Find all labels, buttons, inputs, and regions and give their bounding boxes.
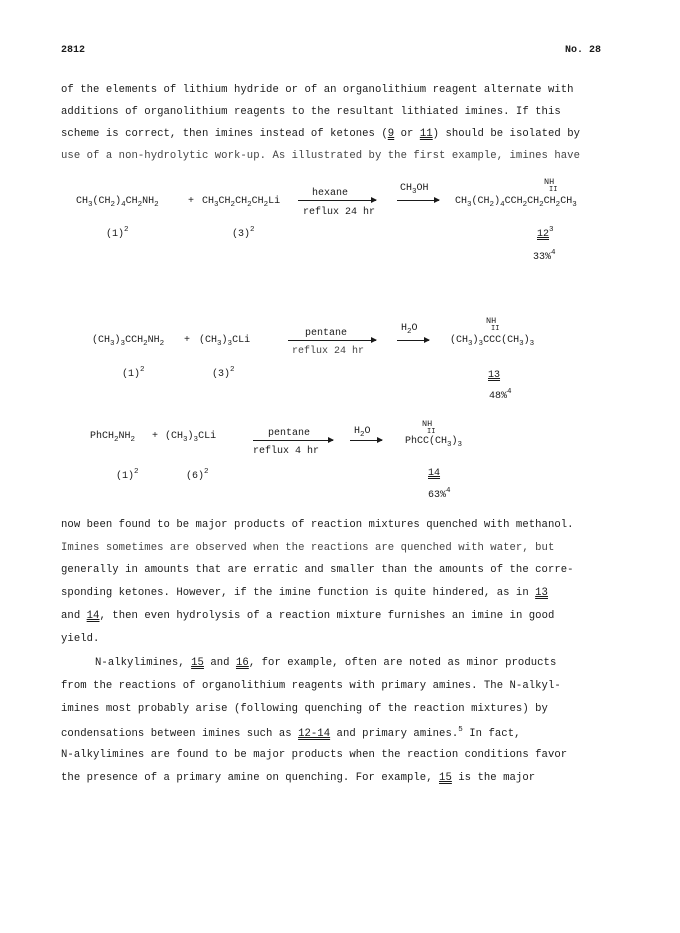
r1-quench-arrow <box>397 200 439 201</box>
r3-quench-reagent: $H_2O$ <box>354 426 371 439</box>
r2-yield: 48%$^4$ <box>489 388 512 402</box>
page-number: 2812 <box>61 45 86 56</box>
r3-amine-label: $(1)^2$ <box>116 468 139 482</box>
r1-amine-label: $(1)^2$ <box>106 226 129 240</box>
r2-condition-top: pentane <box>305 328 348 339</box>
r2-quench-reagent: $H_2O$ <box>401 323 418 336</box>
r3-double-bond: II <box>427 428 436 436</box>
r2-amine-label: $(1)^2$ <box>122 366 145 380</box>
r1-reagent-formula: $CH_3CH_2CH_2CH_2Li$ <box>202 196 281 209</box>
r3-condition-top: pentane <box>268 428 311 439</box>
r3-quench-arrow <box>350 440 382 441</box>
r2-amine-formula: $(CH_3)_3CCH_2NH_2$ <box>92 335 165 348</box>
p1-line3: scheme is correct, then imines instead of ketones (9 or 11) should be isolated by <box>61 128 581 140</box>
r3-yield: 63%$^4$ <box>428 487 451 501</box>
r3-amine-formula: $PhCH_2NH_2$ <box>90 431 136 444</box>
p2-line3: generally in amounts that are erratic and smaller than the amounts of the corre- <box>61 564 574 576</box>
p2-line6: yield. <box>61 633 100 645</box>
r3-plus: + <box>152 431 159 442</box>
p3-line6: the presence of a primary amine on quenching. For example, 15 is the major <box>61 772 536 784</box>
p1-line2: additions of organolithium reagents to the resultant lithiated imines. If this <box>61 106 561 118</box>
p3-line2: from the reactions of organolithium reagents with primary amines. The N-alkyl- <box>61 680 561 692</box>
r3-reaction-arrow <box>253 440 333 441</box>
r1-amine-formula: $CH_3(CH_2)_4CH_2NH_2$ <box>76 196 159 209</box>
r1-condition-top: hexane <box>312 188 349 199</box>
r2-reaction-arrow <box>288 340 376 341</box>
p3-line1: N-alkylimines, 15 and 16, for example, often are noted as minor products <box>95 657 557 669</box>
r2-product-label: 13 <box>488 370 501 381</box>
r1-imine-nh: NH <box>544 177 555 187</box>
r3-product-formula: $PhCC(CH_3)_3$ <box>405 436 463 449</box>
r1-condition-bottom: reflux 24 hr <box>303 207 376 218</box>
p2-line2: Imines sometimes are observed when the reactions are quenched with water, but <box>61 542 555 554</box>
r2-reagent-label: $(3)^2$ <box>212 366 235 380</box>
r1-reaction-arrow <box>298 200 376 201</box>
p3-line5: N-alkylimines are found to be major products when the reaction conditions favor <box>61 749 568 761</box>
issue-number: No. 28 <box>565 45 602 56</box>
r2-plus: + <box>184 335 191 346</box>
r1-product-formula: $CH_3(CH_2)_4CCH_2CH_2CH_2CH_3$ <box>455 196 577 209</box>
p3-line3: imines most probably arise (following quenching of the reaction mixtures) by <box>61 703 548 715</box>
r2-condition-bottom: reflux 24 hr <box>292 346 365 357</box>
r2-reagent-formula: $(CH_3)_3CLi$ <box>199 335 251 348</box>
r2-imine-nh: NH <box>486 316 497 326</box>
p1-line4: use of a non-hydrolytic work-up. As illustrated by the first example, imines have <box>61 150 580 162</box>
p2-line5: and 14, then even hydrolysis of a reaction mixture furnishes an imine in good <box>61 610 555 622</box>
r2-double-bond: II <box>491 325 500 333</box>
r1-plus: + <box>188 196 195 207</box>
r2-quench-arrow <box>397 340 429 341</box>
p1-line1: of the elements of lithium hydride or of an organolithium reagent alternate with <box>61 84 574 96</box>
r2-product-formula: $(CH_3)_3CCC(CH_3)_3$ <box>450 335 535 348</box>
r3-product-label: 14 <box>428 468 441 479</box>
r1-yield: 33%$^4$ <box>533 249 556 263</box>
r1-double-bond: II <box>549 186 558 194</box>
p3-line4: condensations between imines such as 12-14 and primary amines.$^5$ In fact, <box>61 726 521 740</box>
r3-condition-bottom: reflux 4 hr <box>253 446 320 457</box>
r3-reagent-label: $(6)^2$ <box>186 468 209 482</box>
r1-product-label: $12^3$ <box>537 226 554 240</box>
r3-reagent-formula: $(CH_3)_3CLi$ <box>165 431 217 444</box>
r1-quench-reagent: $CH_3OH$ <box>400 183 429 196</box>
p2-line4: sponding ketones. However, if the imine function is quite hindered, as in 13 <box>61 587 548 599</box>
r1-reagent-label: $(3)^2$ <box>232 226 255 240</box>
p2-line1: now been found to be major products of reaction mixtures quenched with methanol. <box>61 519 574 531</box>
r3-imine-nh: NH <box>422 419 433 429</box>
